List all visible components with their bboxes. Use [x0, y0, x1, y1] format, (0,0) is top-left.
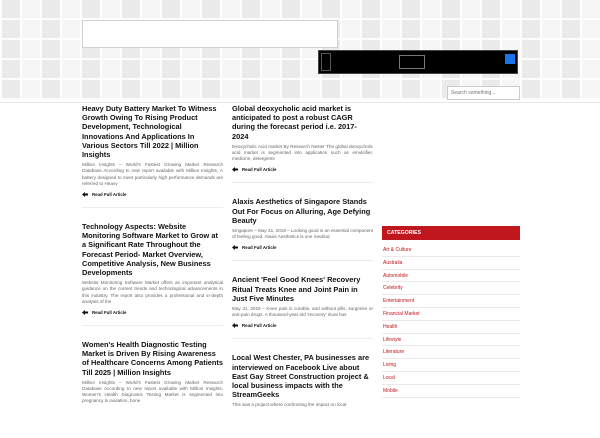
arrow-icon	[82, 192, 88, 197]
categories-header: CATEGORIES	[382, 226, 520, 240]
category-link[interactable]: Lifestyle	[382, 334, 520, 347]
article-column-middle	[232, 104, 373, 438]
article-title[interactable]: Technology Aspects: Website Monitoring Software Market to Grow at a Significant Rate Throughout the Forecast Period- Market Overview, Competitive Analysis, New Business Developments	[82, 222, 218, 278]
site-logo-area[interactable]	[82, 20, 338, 48]
article-title[interactable]: Ancient 'Feel Good Knees' Recovery Ritual Treats Knee and Joint Pain in Just Five Minutes	[232, 275, 361, 303]
read-more-label: Read Full Article	[92, 310, 127, 316]
article-card	[82, 340, 223, 420]
article-card	[232, 197, 373, 261]
search-input[interactable]	[447, 86, 520, 100]
category-link[interactable]: Entertainment	[382, 295, 520, 308]
category-link[interactable]: Local	[382, 372, 520, 385]
article-excerpt: Singapore – May 31, 2018 – Looking good is an essential component of feeling good. Alaxis Aesthetics is one medical	[232, 228, 373, 240]
read-more-label: Read Full Article	[242, 245, 277, 251]
read-more-link[interactable]	[82, 310, 223, 315]
category-link[interactable]: Mobile	[382, 385, 520, 398]
article-title[interactable]: Heavy Duty Battery Market To Witness Growth Owing To Rising Product Development, Technological Innovations And Applications In Various Sectors Till 2022 | Million Insights	[82, 104, 217, 160]
article-card	[232, 104, 373, 183]
category-link[interactable]: Living	[382, 359, 520, 372]
article-card	[232, 275, 373, 339]
read-more-link[interactable]	[82, 192, 223, 197]
article-excerpt: May 31, 2018 – Knee pain is curable, and without pills, surgeries or anti-pain drugs. A thousand-year-old 'recovery' ritual has	[232, 306, 373, 318]
article-card	[82, 222, 223, 326]
ad-shape	[321, 53, 331, 71]
read-more-label: Read Full Article	[242, 323, 277, 329]
category-link[interactable]: Automobile	[382, 270, 520, 283]
article-title[interactable]: Local West Chester, PA businesses are interviewed on Facebook Live about East Gay Street Construction project & local business impacts with the StreamGeeks	[232, 353, 370, 400]
arrow-icon	[82, 310, 88, 315]
categories-list	[382, 244, 520, 398]
arrow-icon	[232, 245, 238, 250]
ad-banner[interactable]	[318, 50, 518, 74]
article-title[interactable]: Women's Health Diagnostic Testing Market is Driven By Rising Awareness of Healthcare Concerns Among Patients Till 2025 | Million Insights	[82, 340, 223, 377]
article-excerpt: Million Insights – World's Fastest Growing Market Research Database According to new report available with Million Insights, Women's Health Diagnostic Testing Market is segmented into pregnancy & ovulation, bone	[82, 379, 223, 404]
category-link[interactable]: Health	[382, 321, 520, 334]
sidebar	[382, 226, 520, 398]
arrow-icon	[232, 167, 238, 172]
article-excerpt: Deoxycholic Acid market By Research Nester The global deoxycholic acid market is segmented into application such as emulsifier, medicine, detergents	[232, 143, 373, 162]
arrow-icon	[232, 323, 238, 328]
category-link[interactable]: Literature	[382, 346, 520, 359]
read-more-label: Read Full Article	[242, 167, 277, 173]
article-excerpt: Million Insights – World's Fastest Growing Market Research Database According to new report available with Million Insights, A battery designed to meet particularly high performance demands are referred to Heavy	[82, 162, 223, 186]
category-link[interactable]: Financial Market	[382, 308, 520, 321]
article-excerpt: Website Monitoring Software Market offers an important analytical guidance on the current trends and technological advancements in this industry. The report also provides a professional and in-depth analysis of the	[82, 280, 223, 304]
article-card	[82, 104, 223, 208]
article-column-left	[82, 104, 223, 434]
category-link[interactable]: Celebrity	[382, 282, 520, 295]
read-more-link[interactable]	[232, 245, 373, 250]
article-card	[232, 353, 373, 423]
read-more-link[interactable]	[232, 167, 373, 172]
article-title[interactable]: Global deoxycholic acid market is anticipated to post a robust CAGR during the forecast period i.e. 2017-2024	[232, 104, 357, 141]
read-more-link[interactable]	[232, 323, 373, 328]
ad-choices-icon[interactable]	[505, 54, 515, 64]
category-link[interactable]: Australia	[382, 257, 520, 270]
ad-shape	[399, 55, 425, 69]
category-link[interactable]: Art & Culture	[382, 244, 520, 257]
article-excerpt: This was a project where confronting the impact on local	[232, 402, 347, 408]
article-title[interactable]: Alaxis Aesthetics of Singapore Stands Out For Focus on Alluring, Age Defying Beauty	[232, 197, 371, 225]
read-more-label: Read Full Article	[92, 192, 127, 198]
